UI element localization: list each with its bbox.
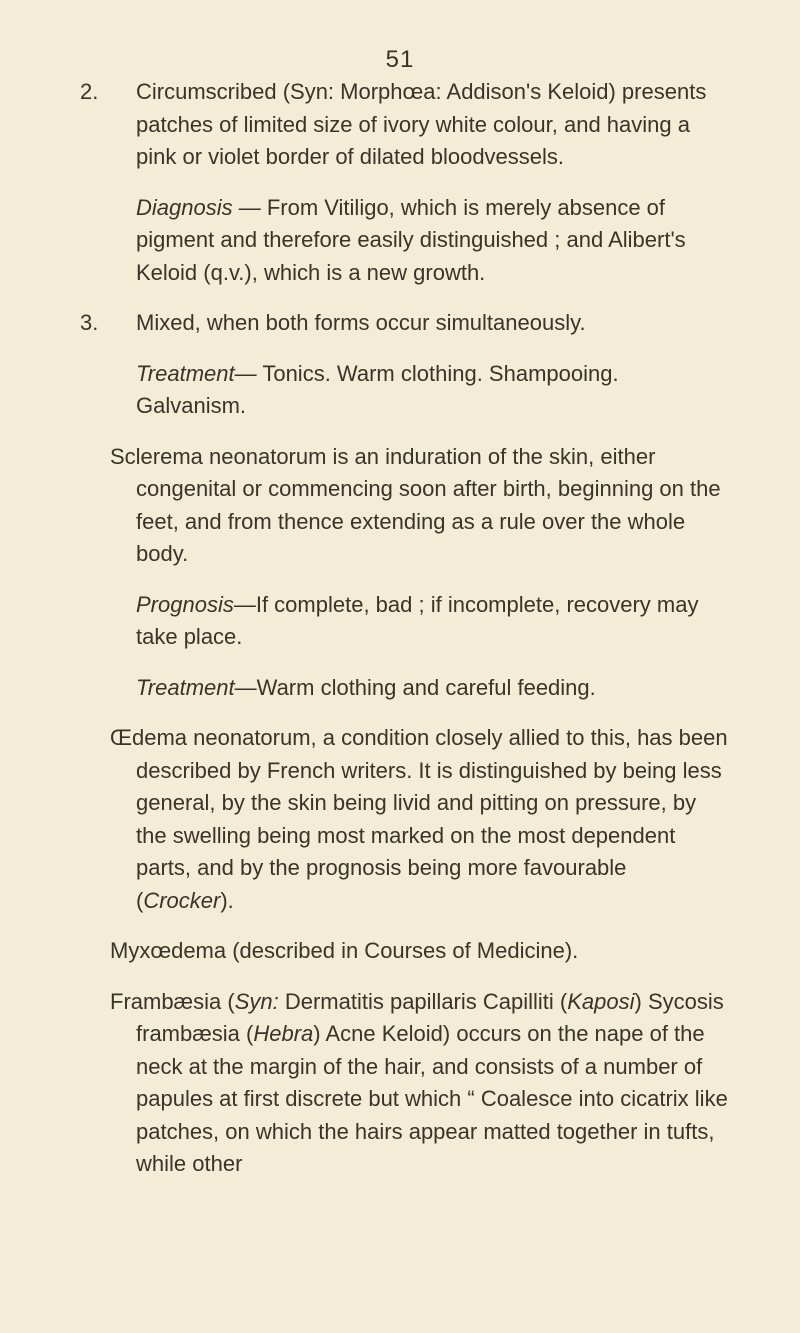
- item-2-text: Circumscribed (Syn: Morphœa: Addison's Keloid) presents patches of limited size of ivory white colour, and having a pink or violet border of dilated bloodvessels.: [136, 79, 707, 169]
- item-number: 2.: [80, 79, 99, 104]
- frambaesia-text-a: Frambæsia (: [110, 988, 235, 1014]
- oedema-text: Œdema neonatorum, a condition closely allied to this, has been described by French writers. It is distinguished by being less general, by the skin being livid and pitting on pressure, by the swelling being most marked on the most dependent parts, and by the prognosis being more favourable (: [110, 725, 728, 913]
- frambaesia-paragraph: [110, 986, 730, 1181]
- treatment-label: Treatment: [136, 674, 235, 700]
- sclerema-paragraph: [110, 441, 730, 571]
- treatment-text: —Warm clothing and careful feeding.: [234, 674, 596, 700]
- item-3-text: Mixed, when both forms occur simultaneously.: [136, 310, 586, 335]
- frambaesia-text-d: ) Acne Keloid) occurs on the nape of the neck at the margin of the hair, and consists of a number of papules at first discrete but which “ Coalesce into cicatrix like patches, on which the hairs appear matted together in tufts, while other: [136, 1021, 728, 1176]
- diagnosis-label: Diagnosis: [136, 194, 233, 220]
- treatment-label: Treatment: [136, 360, 235, 386]
- prognosis-label: Prognosis: [136, 591, 234, 617]
- item-3-treatment: [110, 358, 730, 423]
- sclerema-text: Sclerema neonatorum is an induration of the skin, either congenital or commencing soon after birth, beginning on the feet, and from thence extending as a rule over the whole body.: [110, 443, 721, 566]
- frambaesia-hebra: Hebra: [253, 1021, 314, 1046]
- prognosis-text: —If complete, bad ; if incomplete, recovery may take place.: [136, 591, 699, 649]
- item-2-diagnosis: [110, 192, 730, 290]
- treatment-text: — Tonics. Warm clothing. Shampooing. Galvanism.: [136, 360, 619, 418]
- myxoedema-text: Myxœdema (described in Courses of Medicine).: [110, 938, 579, 963]
- item-2-paragraph: [80, 76, 730, 174]
- sclerema-prognosis: [110, 589, 730, 654]
- frambaesia-text-b: Dermatitis papillaris Capilliti (: [278, 988, 568, 1014]
- item-3-paragraph: [80, 307, 730, 340]
- oedema-end: ).: [220, 887, 234, 913]
- frambaesia-kaposi: Kaposi: [567, 988, 635, 1014]
- page-number: 51: [385, 46, 415, 73]
- oedema-paragraph: [110, 722, 730, 917]
- frambaesia-syn: Syn:: [234, 988, 279, 1014]
- page-body: [80, 76, 730, 1199]
- oedema-author: Crocker: [143, 887, 221, 913]
- sclerema-treatment: [110, 672, 730, 705]
- frambaesia-text-c: ) Sycosis frambæsia (: [136, 988, 724, 1046]
- item-number: 3.: [80, 310, 99, 335]
- myxoedema-paragraph: [110, 935, 730, 968]
- diagnosis-text: — From Vitiligo, which is merely absence of pigment and therefore easily distinguished ; and Alibert's Keloid (q.v.), which is a new growth.: [136, 194, 686, 285]
